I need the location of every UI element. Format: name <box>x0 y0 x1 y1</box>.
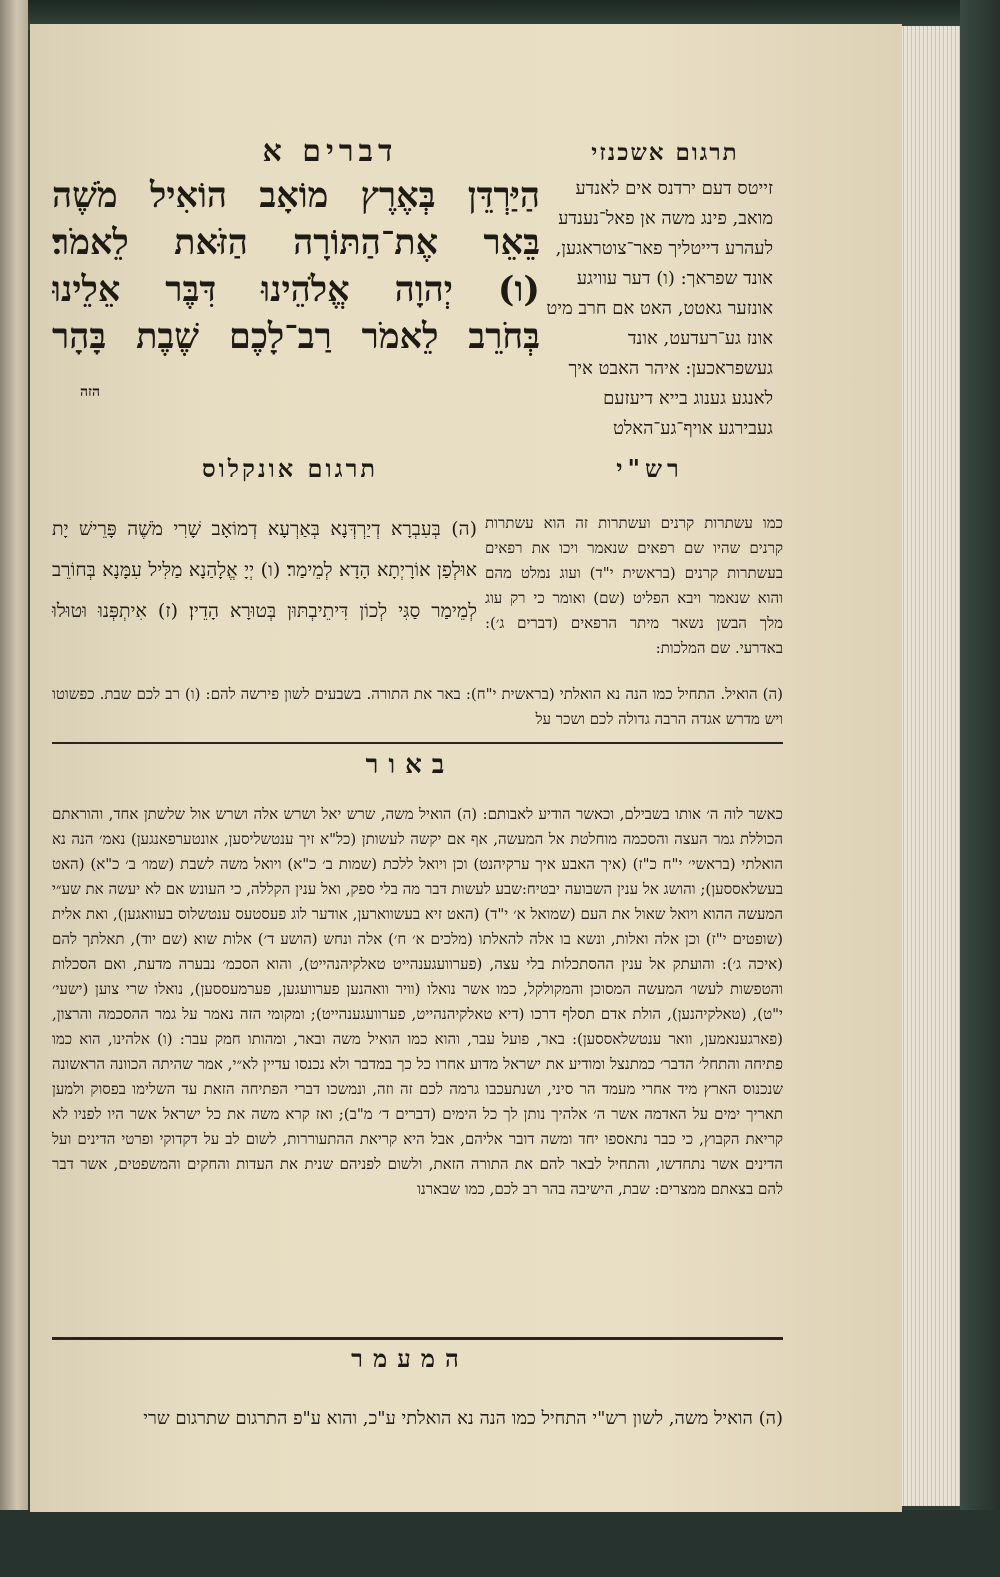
torah-line: הַיַּרְדֵּן בְּאֶרֶץ מוֹאָב הוֹאִיל מֹשֶׁה <box>52 175 540 216</box>
torah-line: (ו) יְהוָה אֱלֹהֵינוּ דִּבֶּר אֵלֵינוּ <box>52 269 540 310</box>
divider-line <box>52 1337 783 1340</box>
hameamar-heading: המעמר <box>351 1344 469 1373</box>
onkelos-text: (ה) בְּעִבְרָא דְיַרְדְּנָא בְּאַרְעָא דְמוֹאָב שָׁרִי מֹשֶׁה פָּרֵישׁ יָת אוּלְפַן אוֹרָיְתָא הָדָא לְמֵימַר׃ (ו) יְיָ אֱלָהַנָא מַלִּיל עִמָּנָא בְּחוֹרֵב לְמֵימַר סַגִּי לְכוֹן דִּיתֵיבְתּוּן בְּטוּרָא הָדֵין׃ (ז) אִיתְפְּנוּ וּטוּלוּ <box>52 518 477 622</box>
onkelos-heading: תרגום אונקלוס <box>201 454 379 483</box>
torah-line: בְּחֹרֵב לֵאמֹר רַב־לָכֶם שֶׁבֶת בָּהָר <box>52 316 540 357</box>
catchword: הזה <box>80 384 101 400</box>
rashi-heading: רש"י <box>616 454 684 483</box>
torah-text <box>52 172 540 360</box>
book-page <box>30 24 902 1512</box>
book-spine <box>0 0 28 1577</box>
divider-line <box>52 742 783 744</box>
main-heading: דברים א <box>262 134 398 169</box>
page-edges <box>896 26 966 1506</box>
rashi-text: כמו עשתרות קרנים ועשתרות זה הוא עשתרות קרנים שהיו שם רפאים שנאמר ויכו את רפאים בעשתרות קרנים (בראשית י"ד) ועוג נמלט מהם והוא שנאמר ויבא הפליט (שם) ואומר כי רק עוג מלך הבשן נשאר מיתר הרפאים (דברים ג׳): באדרעי. שם המלכות: <box>485 514 783 657</box>
book-cover-right <box>960 0 1000 1577</box>
torah-line: בֵּאֵר אֶת־הַתּוֹרָה הַזֹּאת לֵאמֹר׃ <box>52 222 540 263</box>
biur-heading: באור <box>365 750 455 780</box>
book-cover-bottom <box>0 1510 1000 1577</box>
hameamar-text: (ה) הואיל משה, לשון רש"י התחיל כמו הנה נא הואלתי ע"כ, והוא ע"פ התרגום שתרגום שרי <box>143 1408 783 1429</box>
biur-text: כאשר לוה ה׳ אותו בשבילם, וכאשר הודיע לאבותם: (ה) הואיל משה, שרש יאל ושרש אלה ושרש אול שלשתן אחד, והוראתם הכוללת גמר העצה והסכמה מוחלטת אל המעשה, אף אם יקשה לעשותן (כל"א זיך ענטשליסען, אונטערפאנגען) נאמ׳ הנה נא הואלתי (בראשי׳ י"ח כ"ז) (איך האבע איך ערקיהנט) וכן ויואל ללכת (שמות ב׳ כ"א) ויואל משה לשבת (שמו׳ ב׳ כ"א) (האט בעשלאססען); והושג אל ענין השבועה יבטיח:שבע לעשות דבר מה בלי ספק, ואל ענין הקללה, כי העונש אם לא יעשה את שע״י המעשה ההוא ויואל שאול את העם (שמואל א׳ י"ד) (האט זיא בעשווארען, אודער לוג פעסטעס ענטשלוס בעוואגען), ואת אלית (שופטים י"ז) וכן אלה ואלות, ונשא בו אלה להאלתו (מלכים א׳ ח׳) אלה ונחש (הושע ד׳) אלות שוא (שם יוד), תאלתך להם (איכה ג׳): והועתק אל ענין ההסתכלות בלי עצה, (פערוועגענהייט טאלקיהנהייט), והוא הסכמ׳ נבערה מדעת, ואם הסכלות והטפשות לעשו׳ המעשה המסוכן והמקולקל, כמו אשר נואלו (וויר וואהנען פערוועגען, פערמעססען), נואלו שרי צוען (ישעי׳ י"ט), (טאלקיהנען), הולת אדם תסלף דרכו (דיא טאלקיהנהייט, פערוועגענהייט); ומקומי הזה נאמר על גמר ההסכמה והרצון, (פארגענאמען, וואר ענטשלאססען): באר, פועל עבר, והוא כמו הואיל משה ובאר, ומהותו חמק עבר: (ו) אלהינו, הוא כמו פתיחה והתחל׳ הדבר׳ כמתנצל ומודיע את ישראל מדוע אחרו כל כך במדבר ולא נכנסו עדיין לא״י, אמר שהיתה הכוונה הראשונה שנכנוס הארץ מיד אחרי מעמד הר סיני, ושנתעכבו גרמה לכם זה וזה, ונמשכו דברי הפתיחה הזאת עד השלימו בפסוק ולמען תאריך ימים על האדמה אשר ה׳ אלהיך נותן לך כל הימים (דברים ד׳ מ"ב); ואז קרא משה את כל ישראל אשר היו לפניו לא קריאת הקבוץ, כי כבר נתאספו יחד ומשה דובר אליהם, אבל היא קריאת ההתעוררות, לשום לב על דקדוקי ופרטי הדינים ועל הדינים אשר נתחדשו, והתחיל לבאר להם את התורה הזאת, ולשום לפניהם שנית את העדות והחקים והמשפטים, אשר דבר להם בצאתם ממצרים: שבת, הישיבה בהר רב לכם, כמו שבארנו <box>52 805 783 1198</box>
targum-ashkenazi-text: זייטס דעם ירדנס אים לאנדע מואב, פינג משה אן פאל־נענדע לעהרע דייטליך פאר־צוטראגען, אונד שפראך: (ו) דער עוויגע אונזער גאטט, האט אם חרב מיט אונז גע־רעדעט, אונד געשפראכען: איהר האבט איך לאנגע גענוג בייא דיעזעם געבירגע אויף־גע־האלט <box>546 178 773 439</box>
targum-ashkenazi-heading: תרגום אשכנזי <box>591 139 739 166</box>
rashi-continuation: (ה) הואיל. התחיל כמו הנה נא הואלתי (בראשית י"ח): באר את התורה. בשבעים לשון פירשה להם: (ו) רב לכם שבת. כפשוטו ויש מדרש אגדה הרבה גדולה לכם ושכר על <box>52 685 783 728</box>
